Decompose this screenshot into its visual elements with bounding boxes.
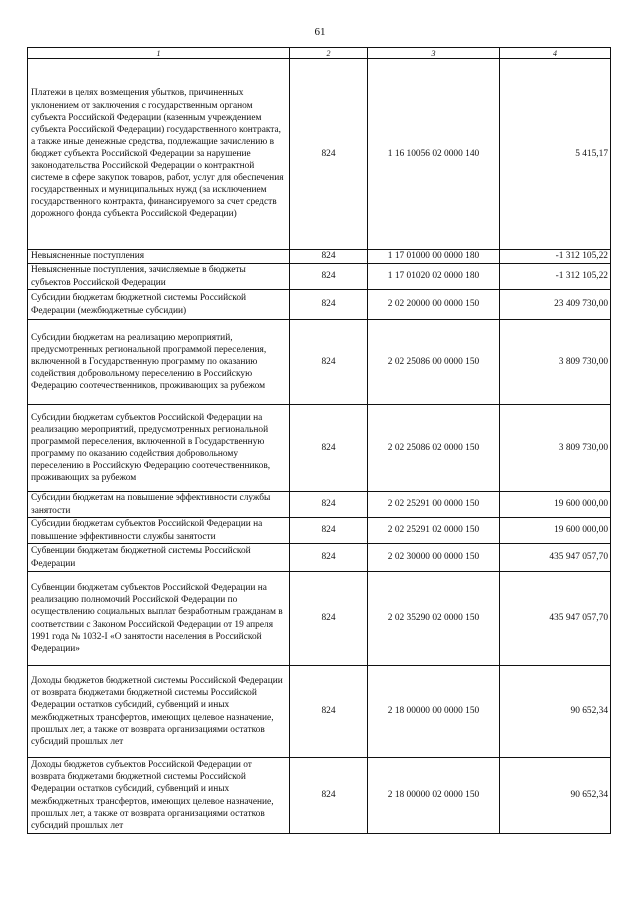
row-name-cell: Невыясненные поступления, зачисляемые в бюджеты субъектов Российской Федерации <box>28 264 290 290</box>
table-row <box>28 405 611 492</box>
table-row <box>28 250 611 264</box>
column-header-3: 3 <box>368 48 500 59</box>
row-amount-cell: 435 947 057,70 <box>500 544 611 572</box>
table-row <box>28 492 611 518</box>
row-admin-code-cell: 824 <box>290 320 368 405</box>
row-amount-cell: 435 947 057,70 <box>500 572 611 666</box>
row-name-cell: Субсидии бюджетам на повышение эффективности службы занятости <box>28 492 290 518</box>
table-row <box>28 758 611 834</box>
row-budget-code-cell: 2 18 00000 02 0000 150 <box>368 758 500 834</box>
revenue-table <box>27 47 611 834</box>
table-row <box>28 59 611 250</box>
row-admin-code-cell: 824 <box>290 758 368 834</box>
row-admin-code-cell: 824 <box>290 572 368 666</box>
row-admin-code-cell: 824 <box>290 666 368 758</box>
row-amount-cell: 3 809 730,00 <box>500 320 611 405</box>
row-budget-code-cell: 2 02 30000 00 0000 150 <box>368 544 500 572</box>
row-name-cell: Доходы бюджетов бюджетной системы Российской Федерации от возврата бюджетами бюджетной системы Российской Федерации остатков субсидий, субвенций и иных межбюджетных трансфертов, имеющих целевое назначение, прошлых лет, а также от возврата организациями остатков субсидий прошлых лет <box>28 666 290 758</box>
table-row <box>28 290 611 320</box>
column-header-1: 1 <box>28 48 290 59</box>
row-amount-cell: -1 312 105,22 <box>500 250 611 264</box>
page-number: 61 <box>314 26 326 38</box>
row-budget-code-cell: 1 17 01020 02 0000 180 <box>368 264 500 290</box>
row-admin-code-cell: 824 <box>290 492 368 518</box>
row-admin-code-cell: 824 <box>290 290 368 320</box>
row-budget-code-cell: 2 02 25086 02 0000 150 <box>368 405 500 492</box>
row-name-cell: Платежи в целях возмещения убытков, причиненных уклонением от заключения с государственным органом субъекта Российской Федерации (казенным учреждением субъекта Российской Федерации) государственного контракта, а также иные денежные средства, подлежащие зачислению в бюджет субъекта Российской Федерации за нарушение законодательства Российской Федерации о контрактной системе в сфере закупок товаров, работ, услуг для обеспечения государственных и муниципальных нужд (за исключением государственного контракта, финансируемого за счет средств дорожного фонда субъекта Российской Федерации) <box>28 59 290 250</box>
table-row <box>28 518 611 544</box>
row-admin-code-cell: 824 <box>290 59 368 250</box>
row-budget-code-cell: 1 17 01000 00 0000 180 <box>368 250 500 264</box>
row-name-cell: Субсидии бюджетам бюджетной системы Российской Федерации (межбюджетные субсидии) <box>28 290 290 320</box>
table-row <box>28 264 611 290</box>
row-amount-cell: 19 600 000,00 <box>500 492 611 518</box>
table-row <box>28 544 611 572</box>
row-amount-cell: 90 652,34 <box>500 666 611 758</box>
row-name-cell: Невыясненные поступления <box>28 250 290 264</box>
row-budget-code-cell: 2 02 25291 02 0000 150 <box>368 518 500 544</box>
row-name-cell: Субвенции бюджетам субъектов Российской Федерации на реализацию полномочий Российской Федерации по осуществлению социальных выплат безработным гражданам в соответствии с Законом Российской Федерации от 19 апреля 1991 года № 1032-I «О занятости населения в Российской Федерации» <box>28 572 290 666</box>
row-budget-code-cell: 2 02 25086 00 0000 150 <box>368 320 500 405</box>
row-name-cell: Субсидии бюджетам субъектов Российской Федерации на реализацию мероприятий, предусмотренных региональной программой переселения, включенной в Государственную программу по оказанию содействия добровольному переселению в Российскую Федерацию соотечественников, проживающих за рубежом <box>28 405 290 492</box>
row-name-cell: Субвенции бюджетам бюджетной системы Российской Федерации <box>28 544 290 572</box>
row-budget-code-cell: 2 02 35290 02 0000 150 <box>368 572 500 666</box>
row-admin-code-cell: 824 <box>290 405 368 492</box>
row-amount-cell: 90 652,34 <box>500 758 611 834</box>
row-amount-cell: 23 409 730,00 <box>500 290 611 320</box>
row-name-cell: Субсидии бюджетам на реализацию мероприятий, предусмотренных региональной программой переселения, включенной в Государственную программу по оказанию содействия добровольному переселению в Российскую Федерацию соотечественников, проживающих за рубежом <box>28 320 290 405</box>
row-budget-code-cell: 2 02 25291 00 0000 150 <box>368 492 500 518</box>
row-amount-cell: -1 312 105,22 <box>500 264 611 290</box>
row-name-cell: Субсидии бюджетам субъектов Российской Федерации на повышение эффективности службы занятости <box>28 518 290 544</box>
row-budget-code-cell: 1 16 10056 02 0000 140 <box>368 59 500 250</box>
row-admin-code-cell: 824 <box>290 518 368 544</box>
table-row <box>28 320 611 405</box>
table-header-row <box>28 48 611 59</box>
row-admin-code-cell: 824 <box>290 264 368 290</box>
row-amount-cell: 3 809 730,00 <box>500 405 611 492</box>
column-header-2: 2 <box>290 48 368 59</box>
row-amount-cell: 19 600 000,00 <box>500 518 611 544</box>
row-admin-code-cell: 824 <box>290 544 368 572</box>
row-name-cell: Доходы бюджетов субъектов Российской Федерации от возврата бюджетами бюджетной системы Российской Федерации остатков субсидий, субвенций и иных межбюджетных трансфертов, имеющих целевое назначение, прошлых лет, а также от возврата организациями остатков субсидий прошлых лет <box>28 758 290 834</box>
row-budget-code-cell: 2 02 20000 00 0000 150 <box>368 290 500 320</box>
row-admin-code-cell: 824 <box>290 250 368 264</box>
table-row <box>28 666 611 758</box>
row-budget-code-cell: 2 18 00000 00 0000 150 <box>368 666 500 758</box>
table-row <box>28 572 611 666</box>
row-amount-cell: 5 415,17 <box>500 59 611 250</box>
column-header-4: 4 <box>500 48 611 59</box>
